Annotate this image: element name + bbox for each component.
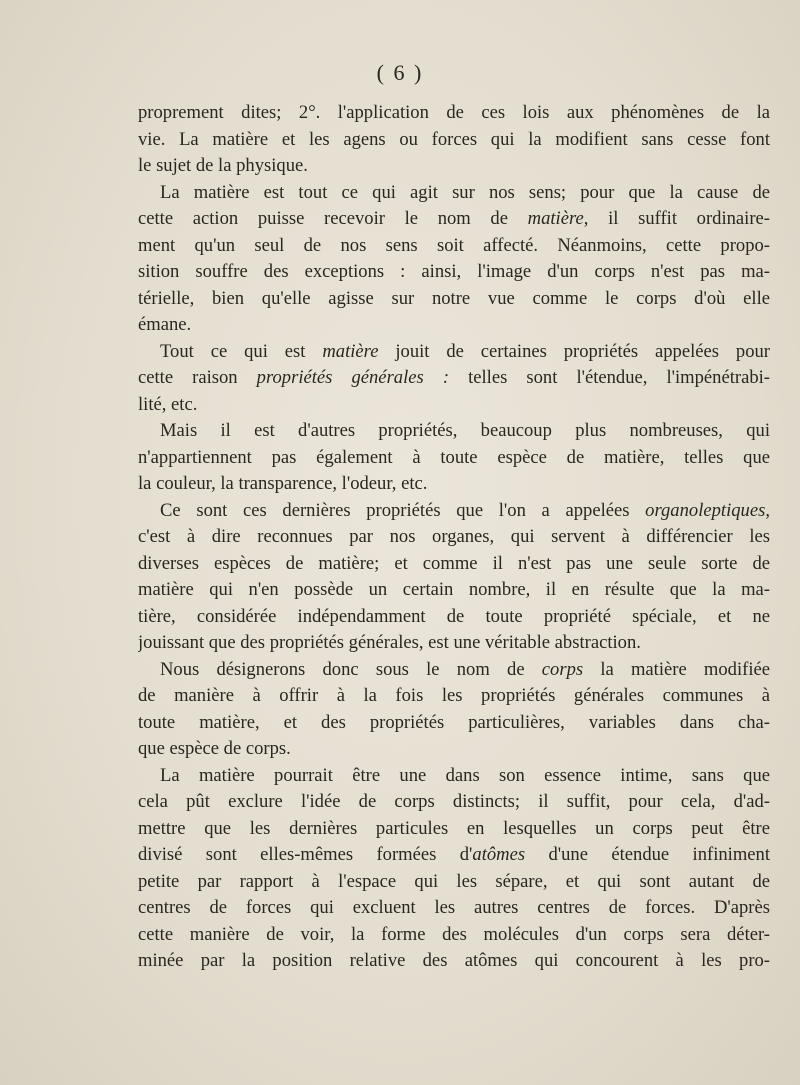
line-text-after: , il suffit ordinaire- (583, 208, 770, 229)
text-line (138, 392, 770, 419)
line-text-before: cette action puisse recevoir le nom de (138, 208, 528, 229)
italic-term: propriétés générales : (256, 367, 450, 388)
line-text-before: Tout ce qui est (160, 340, 323, 362)
line-text: minée par la position relative des atômes qui concourent à les pro- (138, 950, 770, 971)
line-text-before: cette raison (138, 367, 257, 388)
italic-term: atômes (472, 844, 526, 865)
line-text: térielle, bien qu'elle agisse sur notre vue comme le corps d'où elle (138, 287, 770, 309)
line-text: cela pût exclure l'idée de corps distincts; il suffit, pour cela, d'ad- (138, 791, 770, 812)
text-line (138, 630, 770, 657)
line-text: émane. (138, 314, 192, 335)
line-text: lité, etc. (138, 393, 198, 415)
text-line (138, 763, 770, 790)
text-line (138, 233, 770, 260)
page-number: ( 6 ) (376, 60, 424, 85)
line-text-after: telles sont l'étendue, l'impénétrabi- (449, 367, 770, 388)
body-text (138, 100, 770, 975)
line-text: jouissant que des propriétés générales, est une véritable abstraction. (138, 632, 641, 653)
text-line (138, 153, 770, 180)
line-text: matière qui n'en possède un certain nombre, il en résulte que la ma- (138, 579, 770, 600)
text-line (138, 869, 770, 896)
line-text: sition souffre des exceptions : ainsi, l'image d'un corps n'est pas ma- (138, 261, 770, 282)
italic-term: matière (322, 340, 379, 362)
line-text: vie. La matière et les agens ou forces qui la modifient sans cesse font (138, 128, 770, 150)
text-line (138, 180, 770, 207)
line-text-before: Nous désignerons donc sous le nom de (160, 658, 542, 680)
line-text-after: jouit de certaines propriétés appelées pour (378, 340, 770, 362)
text-line (138, 524, 770, 551)
line-text: ment qu'un seul de nos sens soit affecté. Néanmoins, cette propo- (138, 234, 770, 256)
text-line (138, 736, 770, 763)
line-text: diverses espèces de matière; et comme il n'est pas une seule sorte de (138, 552, 770, 574)
text-line (138, 551, 770, 578)
line-text: toute matière, et des propriétés particulières, variables dans cha- (138, 711, 770, 733)
line-text: Mais il est d'autres propriétés, beaucoup plus nombreuses, qui (160, 420, 770, 441)
text-line (138, 259, 770, 286)
text-line (138, 100, 770, 127)
text-line (138, 948, 770, 975)
line-text: cette manière de voir, la forme des molécules d'un corps sera déter- (138, 923, 770, 945)
text-line (138, 498, 770, 525)
text-line (138, 922, 770, 949)
text-line (138, 206, 770, 233)
text-line (138, 895, 770, 922)
line-text: mettre que les dernières particules en lesquelles un corps peut être (138, 817, 770, 839)
line-text: de manière à offrir à la fois les propriétés générales communes à (138, 685, 770, 706)
text-line (138, 710, 770, 737)
line-text: La matière pourrait être une dans son essence intime, sans que (160, 764, 770, 786)
line-text-before: Ce sont ces dernières propriétés que l'on a appelées (160, 499, 646, 521)
line-text: que espèce de corps. (138, 738, 291, 759)
text-line (138, 365, 770, 392)
italic-term: organoleptiques (645, 499, 766, 521)
text-line (138, 445, 770, 472)
text-line (138, 683, 770, 710)
text-line (138, 339, 770, 366)
line-text: n'appartiennent pas également à toute espèce de matière, telles que (138, 446, 770, 468)
line-text-before: divisé sont elles-mêmes formées d' (138, 844, 473, 865)
line-text: petite par rapport à l'espace qui les sépare, et qui sont autant de (138, 870, 770, 892)
text-line (138, 816, 770, 843)
line-text: le sujet de la physique. (138, 155, 308, 176)
line-text-after: , (765, 499, 770, 521)
text-line (138, 418, 770, 445)
line-text: la couleur, la transparence, l'odeur, etc. (138, 473, 428, 494)
text-line (138, 577, 770, 604)
line-text: tière, considérée indépendamment de toute propriété spéciale, et ne (138, 605, 770, 627)
text-line (138, 842, 770, 869)
text-line (138, 657, 770, 684)
line-text-after: la matière modifiée (583, 658, 770, 680)
line-text: proprement dites; 2°. l'application de ces lois aux phénomènes de la (138, 102, 770, 123)
line-text-after: d'une étendue infiniment (525, 844, 770, 865)
line-text: La matière est tout ce qui agit sur nos sens; pour que la cause de (160, 181, 770, 203)
text-line (138, 312, 770, 339)
text-line (138, 127, 770, 154)
text-line (138, 604, 770, 631)
line-text: c'est à dire reconnues par nos organes, qui servent à différencier les (138, 526, 770, 547)
italic-term: corps (541, 658, 584, 680)
line-text: centres de forces qui excluent les autres centres de forces. D'après (138, 897, 770, 918)
italic-term: matière (527, 208, 584, 229)
text-line (138, 789, 770, 816)
text-line (138, 286, 770, 313)
text-line (138, 471, 770, 498)
